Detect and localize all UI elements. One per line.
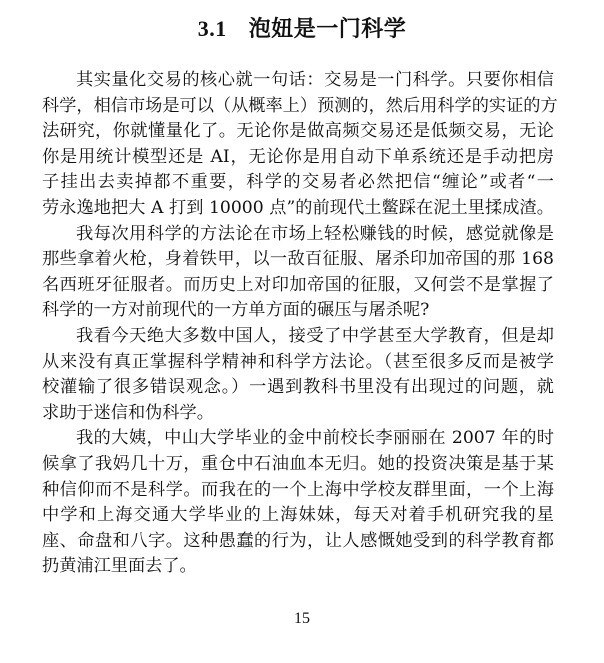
text-line: 科学的一方对前现代的一方单方面的碾压与屠杀呢? — [42, 300, 430, 321]
text-line: 从来没有真正掌握科学精神和科学方法论。（甚至很多反而是被学 — [42, 351, 554, 372]
page-number: 15 — [294, 610, 310, 627]
paragraph — [42, 426, 554, 580]
text-line: 劳永逸地把大 A 打到 10000 点”的前现代土鳖踩在泥土里揉成渣。 — [42, 197, 554, 218]
section-number: 3.1 — [197, 16, 227, 41]
text-line: 那些拿着火枪，身着铁甲，以一敌百征服、屠杀印加帝国的那 168 — [42, 249, 554, 270]
body-text — [42, 68, 558, 580]
text-line: 校灌输了很多错误观念。）一遇到教科书里没有出现过的问题，就 — [42, 377, 554, 398]
text-line: 座、命盘和八字。这种愚蠢的行为，让人感慨她受到的科学教育都 — [42, 530, 554, 551]
text-line: 子挂出去卖掉都不重要，科学的交易者必然把信“缠论”或者“一 — [42, 172, 554, 193]
paragraph — [42, 324, 554, 426]
text-line: 我每次用科学的方法论在市场上轻松赚钱的时候，感觉就像是 — [76, 223, 554, 244]
text-line: 你是用统计模型还是 AI，无论你是用自动下单系统还是手动把房 — [42, 146, 554, 167]
paragraph — [42, 222, 554, 324]
section-heading — [0, 14, 604, 44]
text-line: 我的大姨，中山大学毕业的金中前校长李丽丽在 2007 年的时 — [76, 428, 554, 449]
text-line: 其实量化交易的核心就一句话：交易是一门科学。只要你相信 — [76, 70, 554, 90]
text-line: 我看今天绝大多数中国人，接受了中学甚至大学教育，但是却 — [76, 325, 554, 346]
text-line: 科学，相信市场是可以（从概率上）预测的，然后用科学的实证的方 — [42, 95, 558, 116]
section-title: 泡妞是一门科学 — [248, 16, 407, 42]
text-line: 求助于迷信和伪科学。 — [42, 402, 214, 423]
text-line: 扔黄浦江里面去了。 — [42, 556, 197, 577]
text-line: 名西班牙征服者。而历史上对印加帝国的征服，又何尝不是掌握了 — [42, 274, 554, 295]
text-line: 中学和上海交通大学毕业的上海妹妹，每天对着手机研究我的星 — [42, 505, 554, 526]
paragraph — [42, 68, 558, 222]
text-line: 种信仰而不是科学。而我在的一个上海中学校友群里面，一个上海 — [42, 479, 554, 500]
text-line: 法研究，你就懂量化了。无论你是做高频交易还是低频交易，无论 — [42, 121, 554, 142]
text-line: 候拿了我妈几十万，重仓中石油血本无归。她的投资决策是基于某 — [42, 453, 554, 474]
